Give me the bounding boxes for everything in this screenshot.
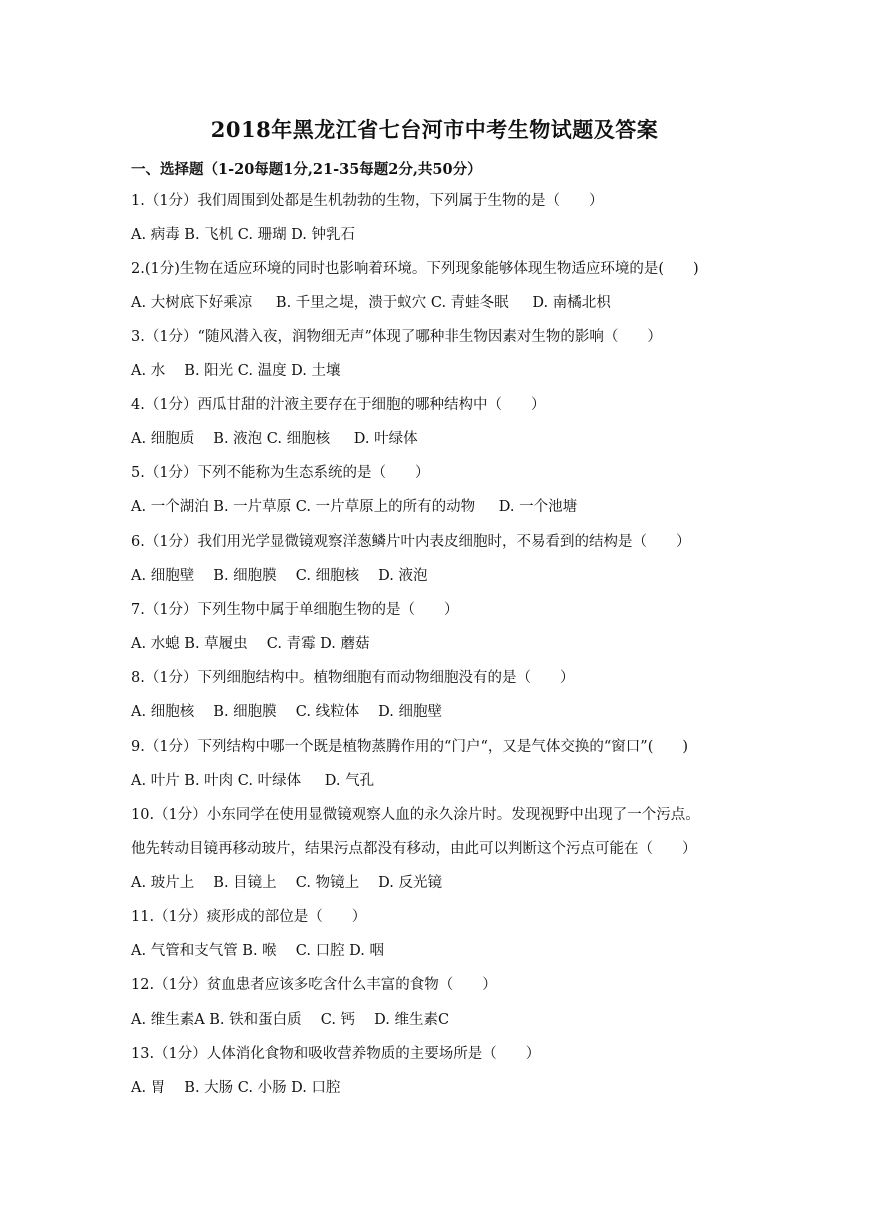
option-line: A. 水 B. 阳光 C. 温度 D. 土壤 xyxy=(131,363,341,379)
question-line: 5.（1分）下列不能称为生态系统的是（ ） xyxy=(131,465,430,481)
option-line: A. 胃 B. 大肠 C. 小肠 D. 口腔 xyxy=(131,1080,341,1096)
question-line: 7.（1分）下列生物中属于单细胞生物的是（ ） xyxy=(131,602,459,618)
question-line: 9.（1分）下列结构中哪一个既是植物蒸腾作用的“门户“，又是气体交换的“窗口”( ) xyxy=(131,739,689,755)
document-title: 2018年黑龙江省七台河市中考生物试题及答案 xyxy=(210,117,659,142)
question-line: 4.（1分）西瓜甘甜的汁液主要存在于细胞的哪种结构中（ ） xyxy=(131,397,546,413)
section-heading: 一、选择题（1-20每题1分,21-35每题2分,共50分） xyxy=(131,161,482,178)
question-line: 8.（1分）下列细胞结构中。植物细胞有而动物细胞没有的是（ ） xyxy=(131,670,575,686)
option-line: A. 细胞壁 B. 细胞膜 C. 细胞核 D. 液泡 xyxy=(131,568,428,584)
option-line: A. 水螅 B. 草履虫 C. 青霉 D. 蘑菇 xyxy=(131,636,370,652)
question-line: 6.（1分）我们用光学显微镜观察洋葱鳞片叶内表皮细胞时，不易看到的结构是（ ） xyxy=(131,534,691,550)
option-line: A. 一个湖泊 B. 一片草原 C. 一片草原上的所有的动物 D. 一个池塘 xyxy=(131,499,578,515)
option-line: A. 细胞质 B. 液泡 C. 细胞核 D. 叶绿体 xyxy=(131,431,418,447)
option-line: A. 维生素A B. 铁和蛋白质 C. 钙 D. 维生素C xyxy=(131,1012,450,1028)
option-line: A. 玻片上 B. 目镜上 C. 物镜上 D. 反光镜 xyxy=(131,875,443,891)
option-line: A. 叶片 B. 叶肉 C. 叶绿体 D. 气孔 xyxy=(131,773,375,789)
option-line: A. 细胞核 B. 细胞膜 C. 线粒体 D. 细胞壁 xyxy=(131,704,443,720)
question-line: 2.(1分)生物在适应环境的同时也影响着环境。下列现象能够体现生物适应环境的是( ) xyxy=(131,261,699,277)
option-line: A. 病毒 B. 飞机 C. 珊瑚 D. 钟乳石 xyxy=(131,227,356,243)
question-line: 1.（1分）我们周围到处都是生机勃勃的生物，下列属于生物的是（ ） xyxy=(131,193,604,209)
question-line: 11.（1分）痰形成的部位是（ ） xyxy=(131,909,367,925)
option-line: A. 气管和支气管 B. 喉 C. 口腔 D. 咽 xyxy=(131,943,385,959)
question-line-continued: 他先转动目镜再移动玻片，结果污点都没有移动，由此可以判断这个污点可能在（ ） xyxy=(131,841,697,857)
question-line: 10.（1分）小东同学在使用显微镜观察人血的永久涂片时。发现视野中出现了一个污点。 xyxy=(131,807,700,823)
question-line: 3.（1分）“随风潜入夜，润物细无声”体现了哪种非生物因素对生物的影响（ ） xyxy=(131,329,662,345)
question-line: 12.（1分）贫血患者应该多吃含什么丰富的食物（ ） xyxy=(131,977,497,993)
option-line: A. 大树底下好乘凉 B. 千里之堤，溃于蚁穴 C. 青蛙冬眠 D. 南橘北枳 xyxy=(131,295,611,311)
question-line: 13.（1分）人体消化食物和吸收营养物质的主要场所是（ ） xyxy=(131,1046,541,1062)
